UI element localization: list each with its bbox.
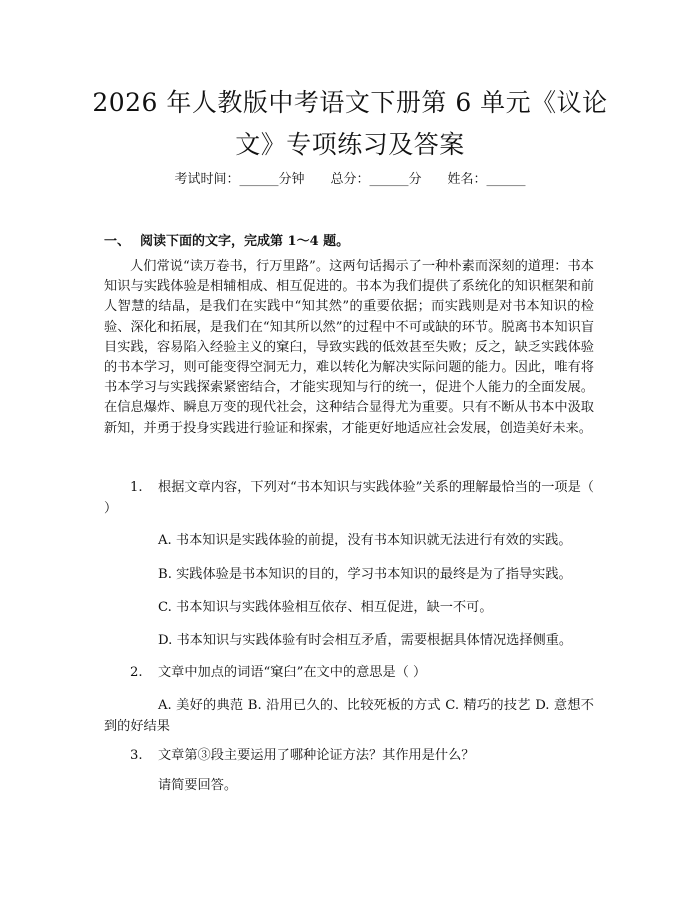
question-2-options: A. 美好的典范 B. 沿用已久的、比较死板的方式 C. 精巧的技艺 D. 意想不到的好结果	[104, 698, 594, 734]
question-3-stem	[104, 745, 594, 766]
title-line-1: 2026 年人教版中考语文下册第 6 单元《议论	[92, 88, 608, 117]
section-heading	[104, 230, 349, 249]
reading-passage: 人们常说“读万卷书，行万里路”。这两句话揭示了一种朴素而深刻的道理：书本知识与实践体验是相辅相成、相互促进的。书本为我们提供了系统化的知识框架和前人智慧的结晶，是我们在实践中“知其然”的重要依据；而实践则是对书本知识的检验、深化和拓展，是我们在“知其所以然”的过程中不可或缺的环节。脱离书本知识盲目实践，容易陷入经验主义的窠臼，导致实践的低效甚至失败；反之，缺乏实践体验的书本学习，则可能变得空洞无力，难以转化为解决实际问题的能力。因此，唯有将书本学习与实践探索紧密结合，才能实现知与行的统一，促进个人能力的全面发展。在信息爆炸、瞬息万变的现代社会，这种结合显得尤为重要。只有不断从书本中汲取新知，并勇于投身实践进行验证和探索，才能更好地适应社会发展，创造美好未来。	[104, 259, 594, 436]
question-3-number: 3.	[130, 748, 143, 763]
question-1-text: 根据文章内容，下列对“书本知识与实践体验”关系的理解最恰当的一项是（ ）	[104, 480, 594, 516]
section-number: 一、	[104, 234, 131, 249]
exam-info	[0, 168, 700, 187]
total-score-field: 总分：______分	[330, 172, 422, 187]
student-name-field: 姓名：______	[447, 172, 526, 187]
question-2-number: 2.	[130, 665, 143, 680]
page-title	[88, 82, 612, 166]
section-instruction: 阅读下面的文字，完成第 1～4 题。	[140, 234, 350, 249]
question-1-option-d: D. 书本知识与实践体验有时会相互矛盾，需要根据具体情况选择侧重。	[158, 633, 573, 648]
question-1-option-b: B. 实践体验是书本知识的目的，学习书本知识的最终是为了指导实践。	[158, 567, 572, 582]
question-2-text: 文章中加点的词语“窠臼”在文中的意思是（ ）	[158, 665, 427, 680]
question-1-option-a: A. 书本知识是实践体验的前提，没有书本知识就无法进行有效的实践。	[158, 533, 572, 548]
question-1-number: 1.	[130, 480, 143, 495]
question-3-text: 文章第③段主要运用了哪种论证方法？其作用是什么？	[158, 748, 475, 763]
question-1-option-c: C. 书本知识与实践体验相互依存、相互促进，缺一不可。	[158, 600, 493, 615]
question-2-stem	[104, 662, 594, 683]
question-3-answer-prompt: 请简要回答。	[158, 778, 238, 793]
question-1-stem	[104, 477, 594, 519]
exam-time-field: 考试时间：______分钟	[174, 172, 305, 187]
title-line-2: 文》专项练习及答案	[235, 130, 465, 159]
